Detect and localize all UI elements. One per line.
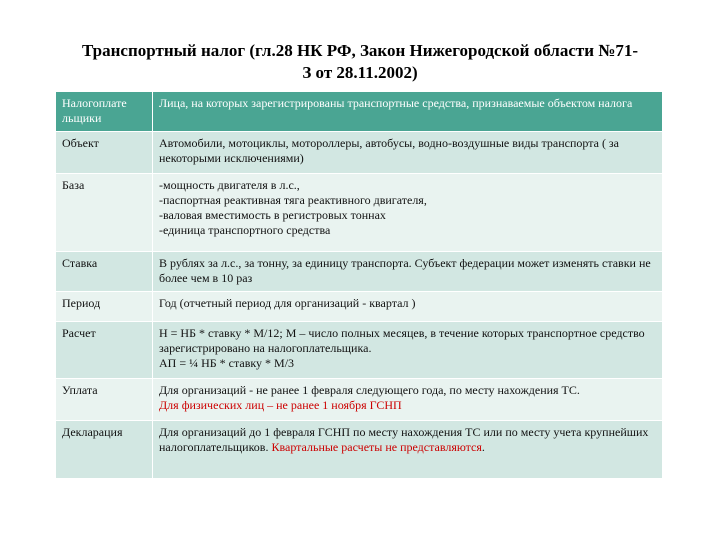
row-label-declaration: Декларация [56, 421, 153, 479]
table-row-payment [56, 379, 663, 421]
title-line-1: Транспортный налог (гл.28 НК РФ, Закон Нижегородской области №71- [81, 41, 639, 60]
table-row-calc [56, 322, 663, 379]
row-label-rate: Ставка [56, 252, 153, 292]
page-title [40, 40, 680, 84]
payment-individuals: Для физических лиц – не ранее 1 ноября ГСНП [159, 398, 402, 412]
base-line-3: -валовая вместимость в регистровых тоннах [159, 208, 386, 222]
header-taxpayers-desc: Лица, на которых зарегистрированы транспортные средства, признаваемые объектом налога [153, 92, 663, 132]
table-header-row [56, 92, 663, 132]
row-text-declaration [153, 421, 663, 479]
row-text-base [153, 174, 663, 252]
tax-table [55, 91, 663, 479]
row-label-calc: Расчет [56, 322, 153, 379]
table-row-period [56, 292, 663, 322]
base-line-2: -паспортная реактивная тяга реактивного двигателя, [159, 193, 427, 207]
row-text-payment [153, 379, 663, 421]
row-text-rate: В рублях за л.с., за тонну, за единицу транспорта. Субъект федерации может изменять ставки не более чем в 10 раз [153, 252, 663, 292]
header-taxpayers: Налогоплате льщики [56, 92, 153, 132]
payment-org: Для организаций - не ранее 1 февраля следующего года, по месту нахождения ТС. [159, 383, 580, 397]
table-row-base [56, 174, 663, 252]
declaration-tail: . [481, 440, 485, 454]
table-row-rate [56, 252, 663, 292]
row-text-object: Автомобили, мотоциклы, мотороллеры, автобусы, водно-воздушные виды транспорта ( за некоторыми исключениями) [153, 132, 663, 174]
calc-line-1: Н = НБ * ставку * М/12; М – число полных месяцев, в течение которых транспортное средство зарегистрировано на налогоплательщика. [159, 326, 645, 355]
row-text-period: Год (отчетный период для организаций - квартал ) [153, 292, 663, 322]
row-label-payment: Уплата [56, 379, 153, 421]
base-line-4: -единица транспортного средства [159, 223, 331, 237]
row-text-calc [153, 322, 663, 379]
table-row-declaration [56, 421, 663, 479]
title-line-2: З от 28.11.2002) [302, 63, 418, 82]
row-label-base: База [56, 174, 153, 252]
declaration-red-note: Квартальные расчеты не представляются [271, 440, 482, 454]
calc-line-2: АП = ¼ НБ * ставку * М/3 [159, 356, 295, 370]
base-line-1: -мощность двигателя в л.с., [159, 178, 300, 192]
row-label-object: Объект [56, 132, 153, 174]
row-label-period: Период [56, 292, 153, 322]
declaration-text: Для организаций до 1 февраля ГСНП по месту нахождения ТС или по месту учета крупнейших налогоплательщиков. [159, 425, 649, 454]
table-row-object [56, 132, 663, 174]
